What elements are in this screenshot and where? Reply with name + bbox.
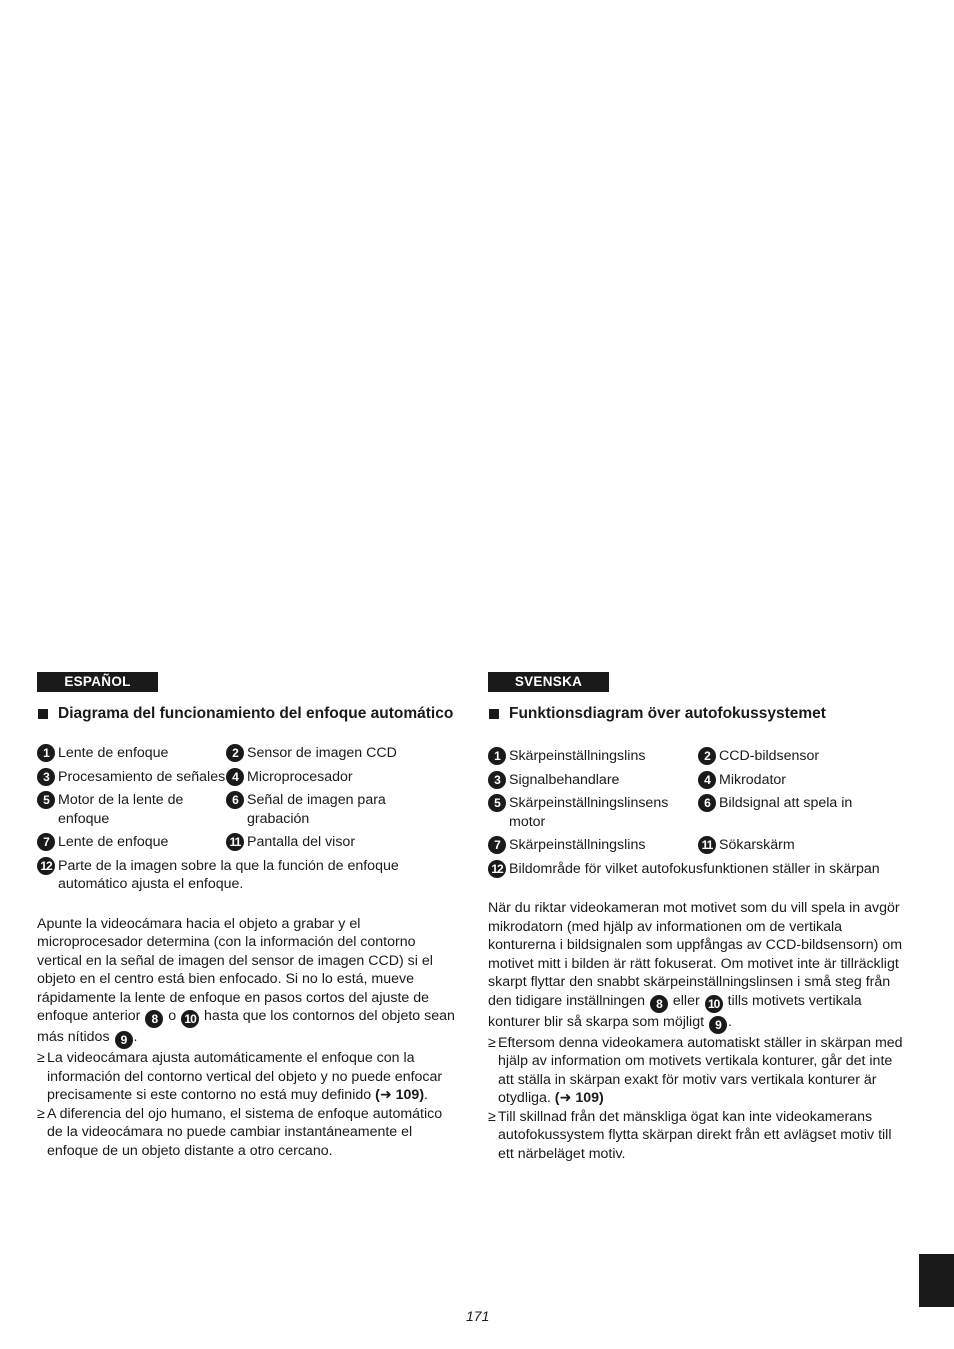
language-tag-svenska: SVENSKA [488,672,609,692]
para-text: . [728,1013,732,1030]
legend-label: Procesamiento de señales [58,768,226,785]
number-badge: 10 [181,1010,199,1028]
legend-row [488,747,908,766]
legend-label: Lente de enfoque [58,834,169,850]
number-badge: 3 [488,771,506,789]
para-text: Apunte la videocámara hacia el objeto a grabar y el microprocesador determina (con la información del contorno vertical en la señal de imagen del sensor de imagen CCD) si el objeto en el centro está bien enfocado. Si no lo está, mueve rápidamente la lente de enfoque en pasos cortos del ajuste de enfoque anterior [37,915,433,1024]
svenska-column [488,672,908,1163]
bullet-text: La videocámara ajusta automáticamente el enfoque con la información del contorno vertical del objeto y no puede enfocar precisamente si este contorno no está muy definido [47,1050,443,1103]
legend-label: Signalbehandlare [509,771,620,788]
legend-label: Señal de imagen para grabación [247,792,386,827]
number-badge: 5 [488,794,506,812]
legend-item [698,794,908,831]
espanol-column [37,672,457,1160]
legend-item [226,791,436,828]
number-badge: 6 [226,791,244,809]
bullet-text: A diferencia del ojo humano, el sistema de enfoque automático de la videocámara no puede cambiar instantáneamente el enfoque de un objeto distante a otro cercano. [47,1105,443,1159]
page-reference: (➜ 109) [375,1087,425,1103]
heading-text: Diagrama del funcionamiento del enfoque automático [58,705,454,722]
legend-item [488,836,698,855]
number-badge: 12 [488,860,506,878]
square-bullet-icon [38,709,48,719]
legend-row [37,857,457,894]
language-tag-espanol: ESPAÑOL [37,672,158,692]
legend-row [37,744,457,763]
legend-row [37,791,457,828]
legend-item [37,833,226,852]
legend-item [226,744,436,763]
para-text: hasta que los contornos del objeto sean más nítidos [37,1008,455,1045]
para-text: När du riktar videokameran mot motivet som du vill spela in avgör mikrodatorn (med hjälp av informationen om de vertikala konturerna i bildsignalen som uppfångas av CCD-bildsensorn) om motivet mitt i bilden är rätt fokuserat. Om motivet inte är tillräckligt skarpt flyttar den snabbt skärpeinställningslinsen i små steg från den tidigare inställningen [488,900,903,1009]
number-badge: 2 [698,747,716,765]
number-badge: 3 [37,768,55,786]
bullet-text: Eftersom denna videokamera automatiskt ställer in skärpan med hjälp av information om motivets vertikala konturer, går det inte att ställa in skärpan exakt för motiv vars vertikala konturer är otydliga. [498,1034,903,1106]
para-text: o [168,1008,177,1024]
legend-item [488,747,698,766]
legend-row [488,771,908,790]
bullet-text: Till skillnad från det mänskliga ögat kan inte videokamerans autofokussystem flytta skärpan direkt från ett avlägset motiv till ett närbeläget motiv. [498,1108,892,1162]
number-badge: 8 [650,995,668,1013]
legend-row [488,836,908,855]
legend-item [37,791,226,828]
legend-label: Skärpeinställningslins [509,748,646,764]
legend-label: Bildsignal att spela in [719,795,853,811]
bullet-icon: ≥ [488,1034,496,1051]
number-badge: 11 [226,833,244,851]
legend-row [488,794,908,831]
number-badge: 2 [226,744,244,762]
para-text: eller [672,992,700,1009]
number-badge: 7 [488,836,506,854]
legend-label: Parte de la imagen sobre la que la función de enfoque automático ajusta el enfoque. [58,857,399,892]
legend-row [37,833,457,852]
section-heading [37,704,457,724]
legend-item [37,857,457,894]
page-number: 171 [466,1308,490,1324]
legend-item [488,771,698,790]
legend-item [37,768,226,787]
legend-label: Sökarskärm [719,837,795,853]
heading-text: Funktionsdiagram över autofokussystemet [509,705,826,722]
para-text: tills motivets vertikala konturer blir så skarpa som möjligt [488,992,862,1030]
legend-label: Motor de la lente de enfoque [58,792,184,827]
number-badge: 11 [698,836,716,854]
legend-label: Skärpeinställningslinsens motor [509,795,669,830]
body-paragraph [488,899,908,1034]
legend-item [488,860,908,879]
legend-label: Skärpeinställningslins [509,837,646,853]
section-heading [488,704,908,724]
legend-label: Lente de enfoque [58,745,169,761]
legend-item [488,794,698,831]
legend-label: Mikrodator [719,771,787,788]
legend-item [226,768,436,787]
number-badge: 8 [145,1010,163,1028]
number-badge: 1 [488,747,506,765]
legend-label: Microprocesador [247,768,353,785]
bullet-end: . [424,1087,428,1103]
square-bullet-icon [489,709,499,719]
bullet-item [37,1105,457,1161]
body-paragraph [37,915,457,1050]
number-badge: 10 [705,995,723,1013]
number-badge: 1 [37,744,55,762]
number-badge: 7 [37,833,55,851]
legend-label: Pantalla del visor [247,834,356,850]
legend-label: Sensor de imagen CCD [247,745,397,761]
number-badge: 4 [698,771,716,789]
legend-item [37,744,226,763]
number-badge: 4 [226,768,244,786]
number-badge: 9 [709,1016,727,1034]
legend-row [37,768,457,787]
number-badge: 6 [698,794,716,812]
number-badge: 9 [115,1031,133,1049]
section-edge-tab [919,1254,954,1307]
bullet-item [37,1049,457,1105]
page-reference: (➜ 109) [554,1090,604,1106]
legend-label: Bildområde för vilket autofokusfunktionen ställer in skärpan [509,860,880,877]
bullet-icon: ≥ [37,1105,45,1122]
para-text: . [133,1029,138,1045]
legend [488,747,908,878]
bullet-item [488,1108,908,1164]
legend-item [698,747,908,766]
number-badge: 5 [37,791,55,809]
bullet-icon: ≥ [37,1050,45,1066]
legend-item [698,771,908,790]
number-badge: 12 [37,857,55,875]
legend-item [698,836,908,855]
legend-label: CCD-bildsensor [719,748,820,764]
legend-row [488,860,908,879]
legend [37,744,457,894]
bullet-icon: ≥ [488,1108,496,1125]
legend-item [226,833,436,852]
bullet-item [488,1034,908,1108]
